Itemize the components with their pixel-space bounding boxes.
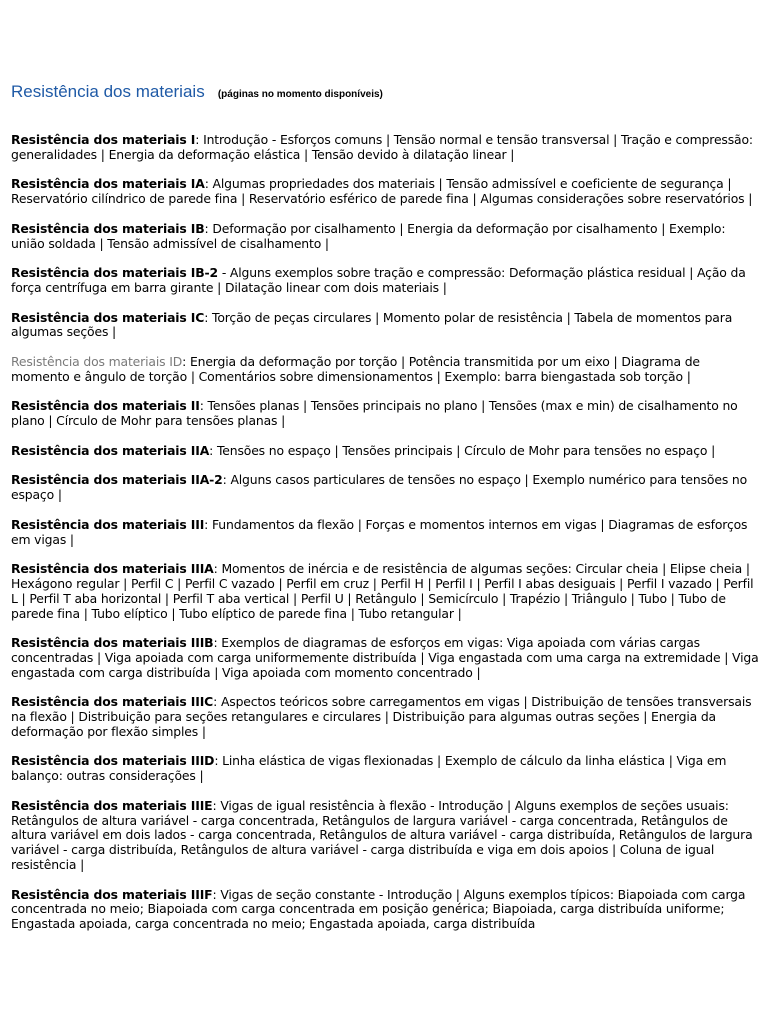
topic-description: - Alguns exemplos sobre tração e compressão: Deformação plástica residual | Ação da força centrífuga em barra girante | Dilatação linear com dois materiais | [11,265,746,295]
topic-link[interactable]: Resistência dos materiais IIA [11,442,210,458]
topic-link[interactable]: Resistência dos materiais IB-2 [11,265,219,281]
topic-separator: : [204,309,213,325]
topic-separator: : [213,635,222,651]
topic-description: Introdução - Esforços comuns | Tensão normal e tensão transversal | Tração e compressão: generalidades | Energia da deformação elástica | Tensão devido à dilatação linear | [11,132,753,162]
topic-separator: : [212,886,221,902]
topic-entry [11,888,760,932]
topic-link[interactable]: Resistência dos materiais ID [11,353,183,369]
topic-description: Torção de peças circulares | Momento polar de resistência | Tabela de momentos para algumas seções | [11,309,733,340]
topic-separator: : [195,132,204,147]
topic-description: Exemplos de diagramas de esforços em vigas: Viga apoiada com várias cargas concentradas | Viga apoiada com carga uniformemente distribuída | Viga engastada com uma carga na extremidade | Viga engastada com carga distribuída | Viga apoiada com momento concentrado | [11,635,759,680]
page-title-subtitle: (páginas no momento disponíveis) [217,89,383,100]
topic-entry [11,355,760,385]
topic-entry [11,562,760,621]
topic-link[interactable]: Resistência dos materiais IIIE [11,797,213,813]
topic-separator: : [213,694,221,710]
topic-link[interactable]: Resistência dos materiais IC [11,309,205,325]
topic-entry [11,636,760,680]
topic-separator: : [222,472,231,488]
topic-description: Tensões planas | Tensões principais no plano | Tensões (max e min) de cisalhamento no plano | Círculo de Mohr para tensões planas | [11,398,738,429]
topic-entry [11,695,760,739]
topic-link[interactable]: Resistência dos materiais IIIF [11,886,213,902]
topic-description: Vigas de seção constante - Introdução | Alguns exemplos típicos: Biapoiada com carga concentrada no meio; Biapoiada com carga concentrada em posição genérica; Biapoiada, carga distribuída uniforme; Engastada apoiada, carga concentrada no meio; Engastada apoiada, carga distribuída [11,886,746,932]
topic-entry [11,754,760,784]
topic-entry [11,518,760,548]
topic-link[interactable]: Resistência dos materiais IIID [11,753,215,769]
topic-description: Deformação por cisalhamento | Energia da deformação por cisalhamento | Exemplo: união soldada | Tensão admissível de cisalhamento | [11,220,726,251]
topic-link[interactable]: Resistência dos materiais IIIA [11,561,214,577]
topic-entry [11,133,760,163]
topic-entry [11,444,760,459]
topic-link[interactable]: Resistência dos materiais II [11,398,200,414]
topic-link[interactable]: Resistência dos materiais IA [11,176,205,192]
topic-separator: : [182,353,190,369]
topic-entry [11,311,760,341]
topic-link[interactable]: Resistência dos materiais IIIC [11,694,214,710]
topic-list [11,133,760,932]
topic-separator: : [214,753,223,769]
topic-entry [11,222,760,252]
topic-description: Momentos de inércia e de resistência de algumas seções: Circular cheia | Elipse cheia | Hexágono regular | Perfil C | Perfil C vazado | Perfil em cruz | Perfil H | Perfil I | Perfil I abas desiguais | Perfil I vazado | Perfil L | Perfil T aba horizontal | Perfil T aba vertical | Perfil U | Retângulo | Semicírculo | Trapézio | Triângulo | Tubo | Tubo de parede fina | Tubo elíptico | Tubo elíptico de parede fina | Tubo retangular | [11,561,754,621]
topic-entry [11,177,760,207]
page-title-main: Resistência dos materiais [11,82,205,101]
topic-separator: : [204,516,212,532]
topic-entry [11,266,760,296]
topic-separator: : [209,442,217,458]
topic-entry [11,473,760,503]
topic-description: Linha elástica de vigas flexionadas | Exemplo de cálculo da linha elástica | Viga em balanço: outras considerações | [11,753,727,784]
topic-link[interactable]: Resistência dos materiais IIIB [11,635,214,651]
page-title [11,76,760,105]
topic-description: Algumas propriedades dos materiais | Tensão admissível e coeficiente de segurança | Reservatório cilíndrico de parede fina | Reservatório esférico de parede fina | Algumas considerações sobre reservatórios | [11,176,753,207]
topic-description: Energia da deformação por torção | Potência transmitida por um eixo | Diagrama de momento e ângulo de torção | Comentários sobre dimensionamentos | Exemplo: barra biengastada sob torção | [11,353,700,384]
topic-description: Vigas de igual resistência à flexão - Introdução | Alguns exemplos de seções usuais: Retângulos de altura variável - carga concentrada, Retângulos de largura variável - carga concentrada, Retângulos de altura variável em dois lados - carga concentrada, Retângulos de altura variável - carga distribuída, Retângulos de largura variável - carga distribuída, Retângulos de altura variável - carga distribuída e viga em dois apoios | Coluna de igual resistência | [11,797,753,873]
topic-entry [11,799,760,873]
topic-description: Alguns casos particulares de tensões no espaço | Exemplo numérico para tensões no espaço | [11,472,748,503]
topic-description: Aspectos teóricos sobre carregamentos em vigas | Distribuição de tensões transversais na flexão | Distribuição para seções retangulares e circulares | Distribuição para algumas outras seções | Energia da deformação por flexão simples | [11,694,752,739]
topic-separator: : [204,176,213,192]
topic-separator: : [212,797,221,813]
topic-separator: : [204,220,213,236]
topic-entry [11,399,760,429]
topic-separator: : [213,561,222,577]
topic-description: Fundamentos da flexão | Forças e momentos internos em vigas | Diagramas de esforços em vigas | [11,516,748,547]
topic-link[interactable]: Resistência dos materiais IB [11,220,205,236]
topic-link[interactable]: Resistência dos materiais III [11,516,205,532]
topic-link[interactable]: Resistência dos materiais IIA-2 [11,472,223,488]
topic-link[interactable]: Resistência dos materiais I [11,132,196,147]
topic-separator: : [199,398,208,414]
topic-description: Tensões no espaço | Tensões principais | Círculo de Mohr para tensões no espaço | [216,442,716,458]
